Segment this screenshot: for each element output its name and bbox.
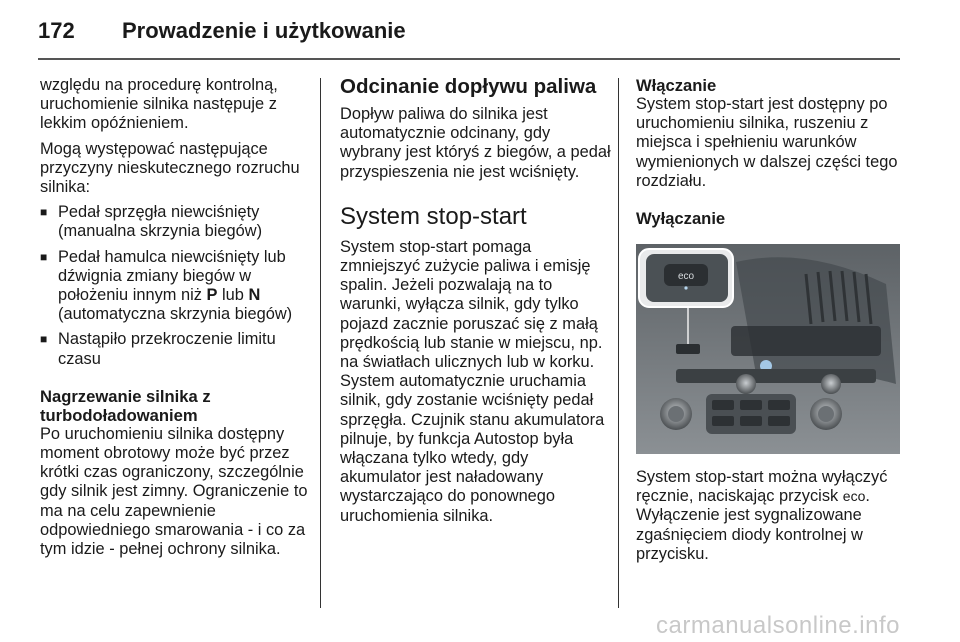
paragraph-enable: System stop-start jest dostępny po uruchomieniu silnika, ruszeniu z miejsca i spełnieniu warunków wymienionych w dalszej części tego rozdziału. [636,95,898,190]
page-header [38,14,900,50]
eco-inline-label: eco [842,488,866,505]
column-divider-left [320,78,321,608]
bullet-brake-text: Pedał hamulca niewciśnięty lub dźwignia zmiany biegów w położeniu innym niż [58,247,286,305]
gear-n-label: N [248,286,261,305]
paragraph-causes-intro: Mogą występować następujące przyczyny nieskutecznego rozruchu silnika: [40,139,300,197]
page-number: 172 [38,18,75,43]
heading-disable: Wyłączanie [636,209,726,229]
eco-button-photo [636,244,900,454]
heading-enable: Włączanie [636,76,717,95]
page-title: Prowadzenie i użytkowanie [122,18,406,43]
heading-fuel-cutoff: Odcinanie dopływu paliwa [340,75,597,98]
paragraph-fuel-cutoff: Dopływ paliwa do silnika jest automatycznie odcinany, gdy wybrany jest któryś z biegów, a pedał przyspieszenia nie jest wciśnięty. [340,105,611,181]
header-rule [38,58,900,60]
eco-button [676,344,700,354]
paragraph-stop-start: System stop-start pomaga zmniejszyć zużycie paliwa i emisję spalin. Jeżeli pozwalają na to warunki, wyłącza silnik, gdy tylko pojazd zacznie poruszać się z małą prędkością lub stanie w miejscu, np. na światłach ulicznych lub w korku. System automatycznie uruchamia silnik, gdy zostanie wciśnięty pedał sprzęgła. Czujnik stanu akumulatora pilnuje, by funkcja Autostop była włączana tylko wtedy, gdy akumulator jest naładowany wystarczająco do ponownego uruchomienia silnika. [340,237,605,525]
bullet-brake [40,248,318,325]
heading-turbo-warmup: Nagrzewanie silnika z turbodoładowaniem [40,386,211,425]
heading-stop-start: System stop-start [340,202,527,230]
bullet-brake-tail: (automatyczna skrzynia biegów) [58,305,293,324]
paragraph-turbo: Po uruchomieniu silnika dostępny moment obrotowy może być przez krótki czas ograniczony, szczególnie gdy silnik jest zimny. Ograniczenie to ma na celu zapewnienie odpowiedniego smarowania - i co za tym idzie - pełnej ochrony silnika. [40,424,308,559]
column-2 [340,76,612,532]
dashboard-illustration [636,244,900,454]
bullet-clutch: ■ Pedał sprzęgła niewciśnięty (manualna skrzynia biegów) [40,203,318,241]
eco-button-label: eco [677,271,695,283]
paragraph-disable-text: System stop-start można wyłączyć ręcznie, naciskając przycisk [636,468,888,506]
column-3 [636,76,906,570]
paragraph-disable-tail: . Wyłączenie jest sygnalizowane zgaśnięciem diody kontrolnej w przycisku. [636,487,870,563]
paragraph-continuation: względu na procedurę kontrolną, uruchomienie silnika następuje z lekkim opóźnieniem. [40,76,278,133]
paragraph-disable [636,468,906,564]
watermark-text: carmanualsonline.info [656,612,900,639]
gear-p-label: P [206,286,218,305]
bullet-timeout: ■ Nastąpiło przekroczenie limitu czasu [40,330,318,368]
column-1 [40,76,318,565]
column-divider-right [618,78,619,608]
bullet-brake-or: lub [217,286,249,305]
